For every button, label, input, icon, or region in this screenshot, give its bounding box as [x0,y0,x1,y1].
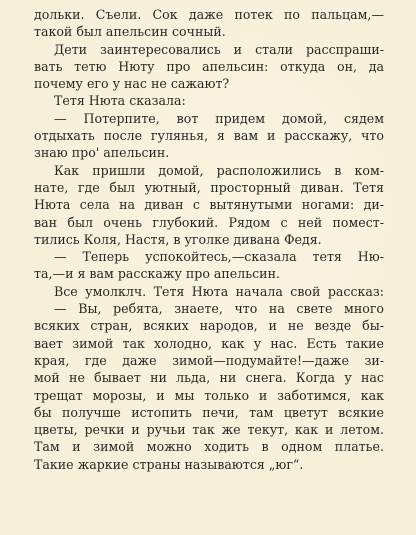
page-text [34,6,384,473]
text-line: тились Коля, Настя, в уголке дивана Федя. [34,231,322,247]
text-line: знаю про' апельсин. [34,145,170,161]
text-line: Такие жаркие страны называются „юг“. [34,456,304,472]
text-line: края, где даже зимой—подумайте!—даже зи- [34,352,384,368]
text-line: трещат морозы, и мы только и заботимся, как [34,387,384,403]
text-line: вать тетю Нюту про апельсин: откуда он, да [34,58,384,74]
text-line: вает зимой так холодно, как у нас. Есть такие [34,335,384,351]
text-line: мой не бывает ни льда, ни снега. Когда у нас [34,370,384,386]
text-line: нате, где был уютный, просторный диван. Тетя [34,179,384,195]
text-line: та,—и я вам расскажу про апельсин. [34,266,280,282]
text-line: Как пришли домой, расположились в ком- [54,162,384,178]
text-line: — Теперь успокойтесь,—сказала тетя Ню- [54,249,384,265]
text-line: цветы, речки и ручьи так же текут, как и летом. [34,422,384,438]
text-line: Там и зимой можно ходить в одном платье. [34,439,384,455]
text-line: отдыхать после гулянья, я вам и расскажу, что [34,128,384,144]
text-line: — Потерпите, вот придем домой, сядем [54,110,384,126]
text-line: Нюта села на диван с вытянутыми ногами: ди- [34,197,384,213]
text-line: Дети заинтересовались и стали расспраши- [54,41,384,57]
text-line: Тетя Нюта сказала: [54,93,186,109]
text-line: почему его у нас не сажают? [34,76,230,92]
text-line: — Вы, ребята, знаете, что на свете много [54,301,384,317]
text-line: дольки. Съели. Сок даже потек по пальцам,— [34,7,384,22]
text-line: Все умолклч. Тетя Нюта начала свой рассказ: [54,283,384,299]
text-line: такой был апельсин сочный. [34,24,226,40]
text-line: ван был очень глубокий. Рядом с ней помест- [34,214,384,230]
text-line: бы получше истопить печи, там цветут всякие [34,404,384,420]
text-line: всяких стран, всяких народов, и не везде бы- [34,318,384,334]
